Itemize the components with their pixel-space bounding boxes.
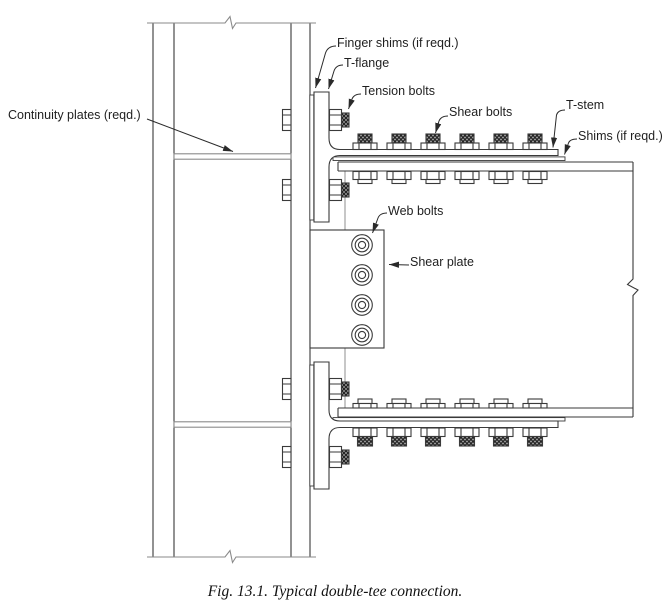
shear-bolt xyxy=(387,134,411,150)
continuity-plate-top xyxy=(174,154,291,159)
web-bolt xyxy=(352,295,373,316)
web-bolt xyxy=(352,235,373,256)
shear-bolt xyxy=(353,134,377,150)
shear-bolt-nut xyxy=(421,399,445,408)
shear-plate-shape xyxy=(310,230,384,348)
top-tee-group xyxy=(310,92,565,222)
leader-shear-plate xyxy=(389,265,409,266)
shear-bolt-nut xyxy=(489,399,513,408)
label-web-bolts: Web bolts xyxy=(388,204,444,218)
label-tension-bolts: Tension bolts xyxy=(362,84,435,98)
column xyxy=(147,17,316,563)
shear-bolt-nut xyxy=(455,399,479,408)
continuity-plate-bottom xyxy=(174,422,291,427)
shear-bolt xyxy=(489,428,513,446)
leader-continuity-plates xyxy=(147,119,233,152)
label-continuity-plates: Continuity plates (reqd.) xyxy=(8,108,141,122)
shear-bolt xyxy=(421,428,445,446)
leader-shear-bolts xyxy=(436,116,449,133)
shear-bolt-nut xyxy=(421,172,445,184)
shear-bolt xyxy=(421,134,445,150)
bottom-finger-shim xyxy=(310,365,314,486)
shear-bolt xyxy=(387,428,411,446)
shear-bolt-nut xyxy=(455,172,479,184)
shear-bolt xyxy=(353,428,377,446)
shear-bolt xyxy=(523,428,547,446)
label-finger-shims: Finger shims (if reqd.) xyxy=(337,36,459,50)
shear-bolt-nut xyxy=(489,172,513,184)
leader-finger-shims xyxy=(316,46,337,88)
label-shear-plate: Shear plate xyxy=(410,255,474,269)
top-finger-shim xyxy=(310,95,314,220)
shear-bolt-nut xyxy=(353,399,377,408)
shear-bolt xyxy=(455,134,479,150)
figure-caption: Fig. 13.1. Typical double-tee connection. xyxy=(207,583,463,600)
leader-t-flange xyxy=(329,65,344,89)
shear-bolt xyxy=(489,134,513,150)
leader-shims xyxy=(565,139,578,155)
label-shear-bolts: Shear bolts xyxy=(449,105,513,119)
label-t-flange: T-flange xyxy=(344,56,390,70)
bottom-tee-group xyxy=(310,362,565,489)
continuity-plates xyxy=(174,154,291,427)
top-horizontal-shim xyxy=(333,157,565,161)
beam-bottom-flange xyxy=(338,408,633,417)
beam-top-flange xyxy=(338,162,633,171)
shear-bolt-nut xyxy=(353,172,377,184)
shear-plate-group xyxy=(310,230,384,348)
web-bolt xyxy=(352,265,373,286)
shear-bolt xyxy=(455,428,479,446)
shear-bolt-nut xyxy=(523,399,547,408)
shear-bolt-nut xyxy=(523,172,547,184)
beam-end-break-line xyxy=(628,162,639,417)
web-bolt xyxy=(352,325,373,346)
leader-tension-bolts xyxy=(349,94,362,109)
shear-bolt xyxy=(523,134,547,150)
label-t-stem: T-stem xyxy=(566,98,605,112)
label-shims: Shims (if reqd.) xyxy=(578,129,663,143)
shear-bolt-nut xyxy=(387,399,411,408)
shear-bolt-nut xyxy=(387,172,411,184)
bottom-tee xyxy=(314,362,558,489)
leader-t-stem xyxy=(553,110,565,148)
